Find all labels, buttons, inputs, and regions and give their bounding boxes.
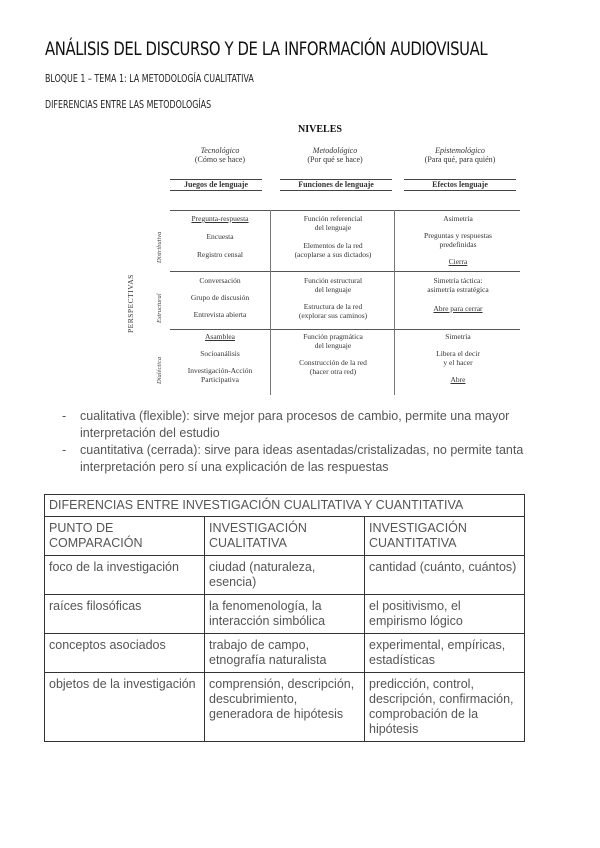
cell-heading: Conversación bbox=[199, 276, 241, 285]
level-name: Tecnológico bbox=[200, 146, 240, 155]
cell-r3-c2 bbox=[272, 332, 394, 376]
cell-footer: Abre bbox=[450, 375, 466, 384]
cell-line: Preguntas y respuestas bbox=[424, 231, 492, 240]
column-header: INVESTIGACIÓN CUANTITATIVA bbox=[365, 517, 525, 556]
cell-footer: Cierra bbox=[448, 257, 468, 266]
cell-line: (hacer otra red) bbox=[309, 367, 357, 376]
cell-heading: Simetría bbox=[445, 332, 471, 341]
level-question: (Cómo se hace) bbox=[194, 155, 246, 164]
cell-heading: Pregunta-respuesta bbox=[191, 214, 249, 223]
table-cell: raíces filosóficas bbox=[45, 595, 205, 634]
table-cell: experimental, empíricas, estadísticas bbox=[365, 634, 525, 673]
cell-heading: asimetría estratégica bbox=[427, 285, 489, 294]
table-cell: predicción, control, descripción, confirmación, comprobación de la hipótesis bbox=[365, 673, 525, 742]
table-cell: objetos de la investigación bbox=[45, 673, 205, 742]
cell-heading: Simetría táctica: bbox=[433, 276, 483, 285]
table-caption: DIFERENCIAS ENTRE INVESTIGACIÓN CUALITATIVA Y CUANTITATIVA bbox=[45, 495, 525, 517]
cell-line: Elementos de la red bbox=[303, 241, 363, 250]
cell-r3-c1 bbox=[170, 332, 270, 384]
table-cell: comprensión, descripción, descubrimiento, generadora de hipótesis bbox=[205, 673, 365, 742]
level-name: Epistemológico bbox=[435, 146, 485, 155]
cell-line: Encuesta bbox=[206, 232, 234, 241]
cell-line: (acoplarse a sus dictados) bbox=[294, 250, 372, 259]
grid-top-line bbox=[170, 210, 520, 211]
box-language-games: Juegos de lenguaje bbox=[170, 179, 262, 191]
cell-line: Participativa bbox=[201, 375, 239, 384]
comparison-table bbox=[44, 494, 525, 742]
cell-line: Registro censal bbox=[196, 250, 244, 259]
table-cell: el positivismo, el empirismo lógico bbox=[365, 595, 525, 634]
table-row bbox=[45, 673, 525, 742]
cell-line: Socioanálisis bbox=[200, 349, 240, 358]
grid-col-divider bbox=[394, 210, 395, 395]
table-row bbox=[45, 634, 525, 673]
cell-r2-c3 bbox=[396, 276, 520, 313]
table-cell: trabajo de campo, etnografía naturalista bbox=[205, 634, 365, 673]
cell-line: Construcción de la red bbox=[299, 358, 367, 367]
perspectives-label: PERSPECTIVAS bbox=[126, 274, 135, 333]
document-title: ANÁLISIS DEL DISCURSO Y DE LA INFORMACIÓN AUDIOVISUAL bbox=[45, 38, 488, 60]
level-epistemological bbox=[400, 146, 520, 164]
cell-heading: Asimetría bbox=[443, 214, 473, 223]
table-header-row bbox=[45, 517, 525, 556]
level-name: Metodológico bbox=[312, 146, 358, 155]
table-row bbox=[45, 556, 525, 595]
cell-heading: del lenguaje bbox=[314, 223, 352, 232]
cell-heading: Función pragmática bbox=[303, 332, 363, 341]
bullet-qualitative: - cualitativa (flexible): sirve mejor para procesos de cambio, permite una mayor interpretación del estudio bbox=[62, 408, 552, 441]
cell-line: Entrevista abierta bbox=[193, 310, 247, 319]
level-question: (Por qué se hace) bbox=[307, 155, 363, 164]
cell-heading: Función estructural bbox=[303, 276, 363, 285]
table-cell: conceptos asociados bbox=[45, 634, 205, 673]
table-row bbox=[45, 595, 525, 634]
grid-row-divider bbox=[170, 271, 520, 272]
table-cell: foco de la investigación bbox=[45, 556, 205, 595]
cell-footer: Abre para cerrar bbox=[433, 304, 483, 313]
cell-line: predefinidas bbox=[439, 240, 477, 249]
cell-line: (explorar sus caminos) bbox=[298, 311, 368, 320]
row-label-structural: Estructural bbox=[156, 293, 163, 323]
cell-line: Estructura de la red bbox=[303, 302, 363, 311]
level-technological bbox=[170, 146, 270, 164]
bullet-quantitative: - cuantitativa (cerrada): sirve para ideas asentadas/cristalizadas, no permite tanta interpretación pero sí una explicación de las respuestas bbox=[62, 442, 552, 475]
level-question: (Para qué, para quién) bbox=[424, 155, 496, 164]
diagram-title: NIVELES bbox=[298, 124, 342, 135]
cell-r1-c2 bbox=[272, 214, 394, 259]
row-label-dialectical: Dialéctica bbox=[156, 356, 163, 384]
table-cell: la fenomenología, la interacción simbólica bbox=[205, 595, 365, 634]
cell-r2-c1 bbox=[170, 276, 270, 319]
bullet-list bbox=[62, 408, 552, 476]
cell-line: y el hacer bbox=[443, 358, 473, 367]
box-language-functions: Funciones de lenguaje bbox=[280, 179, 392, 191]
cell-heading: Asamblea bbox=[205, 332, 235, 341]
grid-row-divider bbox=[170, 329, 520, 330]
cell-line: Grupo de discusión bbox=[190, 293, 250, 302]
methodology-levels-diagram bbox=[120, 118, 520, 408]
cell-r2-c2 bbox=[272, 276, 394, 320]
cell-r1-c1 bbox=[170, 214, 270, 259]
row-label-distributive: Distributiva bbox=[156, 231, 163, 263]
cell-line: Libera el decir bbox=[436, 349, 480, 358]
column-header: INVESTIGACIÓN CUALITATIVA bbox=[205, 517, 365, 556]
cell-r3-c3 bbox=[396, 332, 520, 384]
level-methodological bbox=[280, 146, 390, 164]
table-cell: ciudad (naturaleza, esencia) bbox=[205, 556, 365, 595]
column-header: PUNTO DE COMPARACIÓN bbox=[45, 517, 205, 556]
cell-heading: del lenguaje bbox=[314, 341, 352, 350]
grid-col-divider bbox=[270, 210, 271, 395]
cell-heading: del lenguaje bbox=[314, 285, 352, 294]
section-heading: DIFERENCIAS ENTRE LAS METODOLOGÍAS bbox=[45, 98, 212, 111]
table-cell: cantidad (cuánto, cuántos) bbox=[365, 556, 525, 595]
subtitle: BLOQUE 1 – TEMA 1: LA METODOLOGÍA CUALITATIVA bbox=[45, 72, 254, 85]
cell-heading: Función referencial bbox=[303, 214, 363, 223]
cell-line: Investigación-Acción bbox=[187, 366, 253, 375]
box-language-effects: Efectos lenguaje bbox=[404, 179, 516, 191]
cell-r1-c3 bbox=[396, 214, 520, 266]
